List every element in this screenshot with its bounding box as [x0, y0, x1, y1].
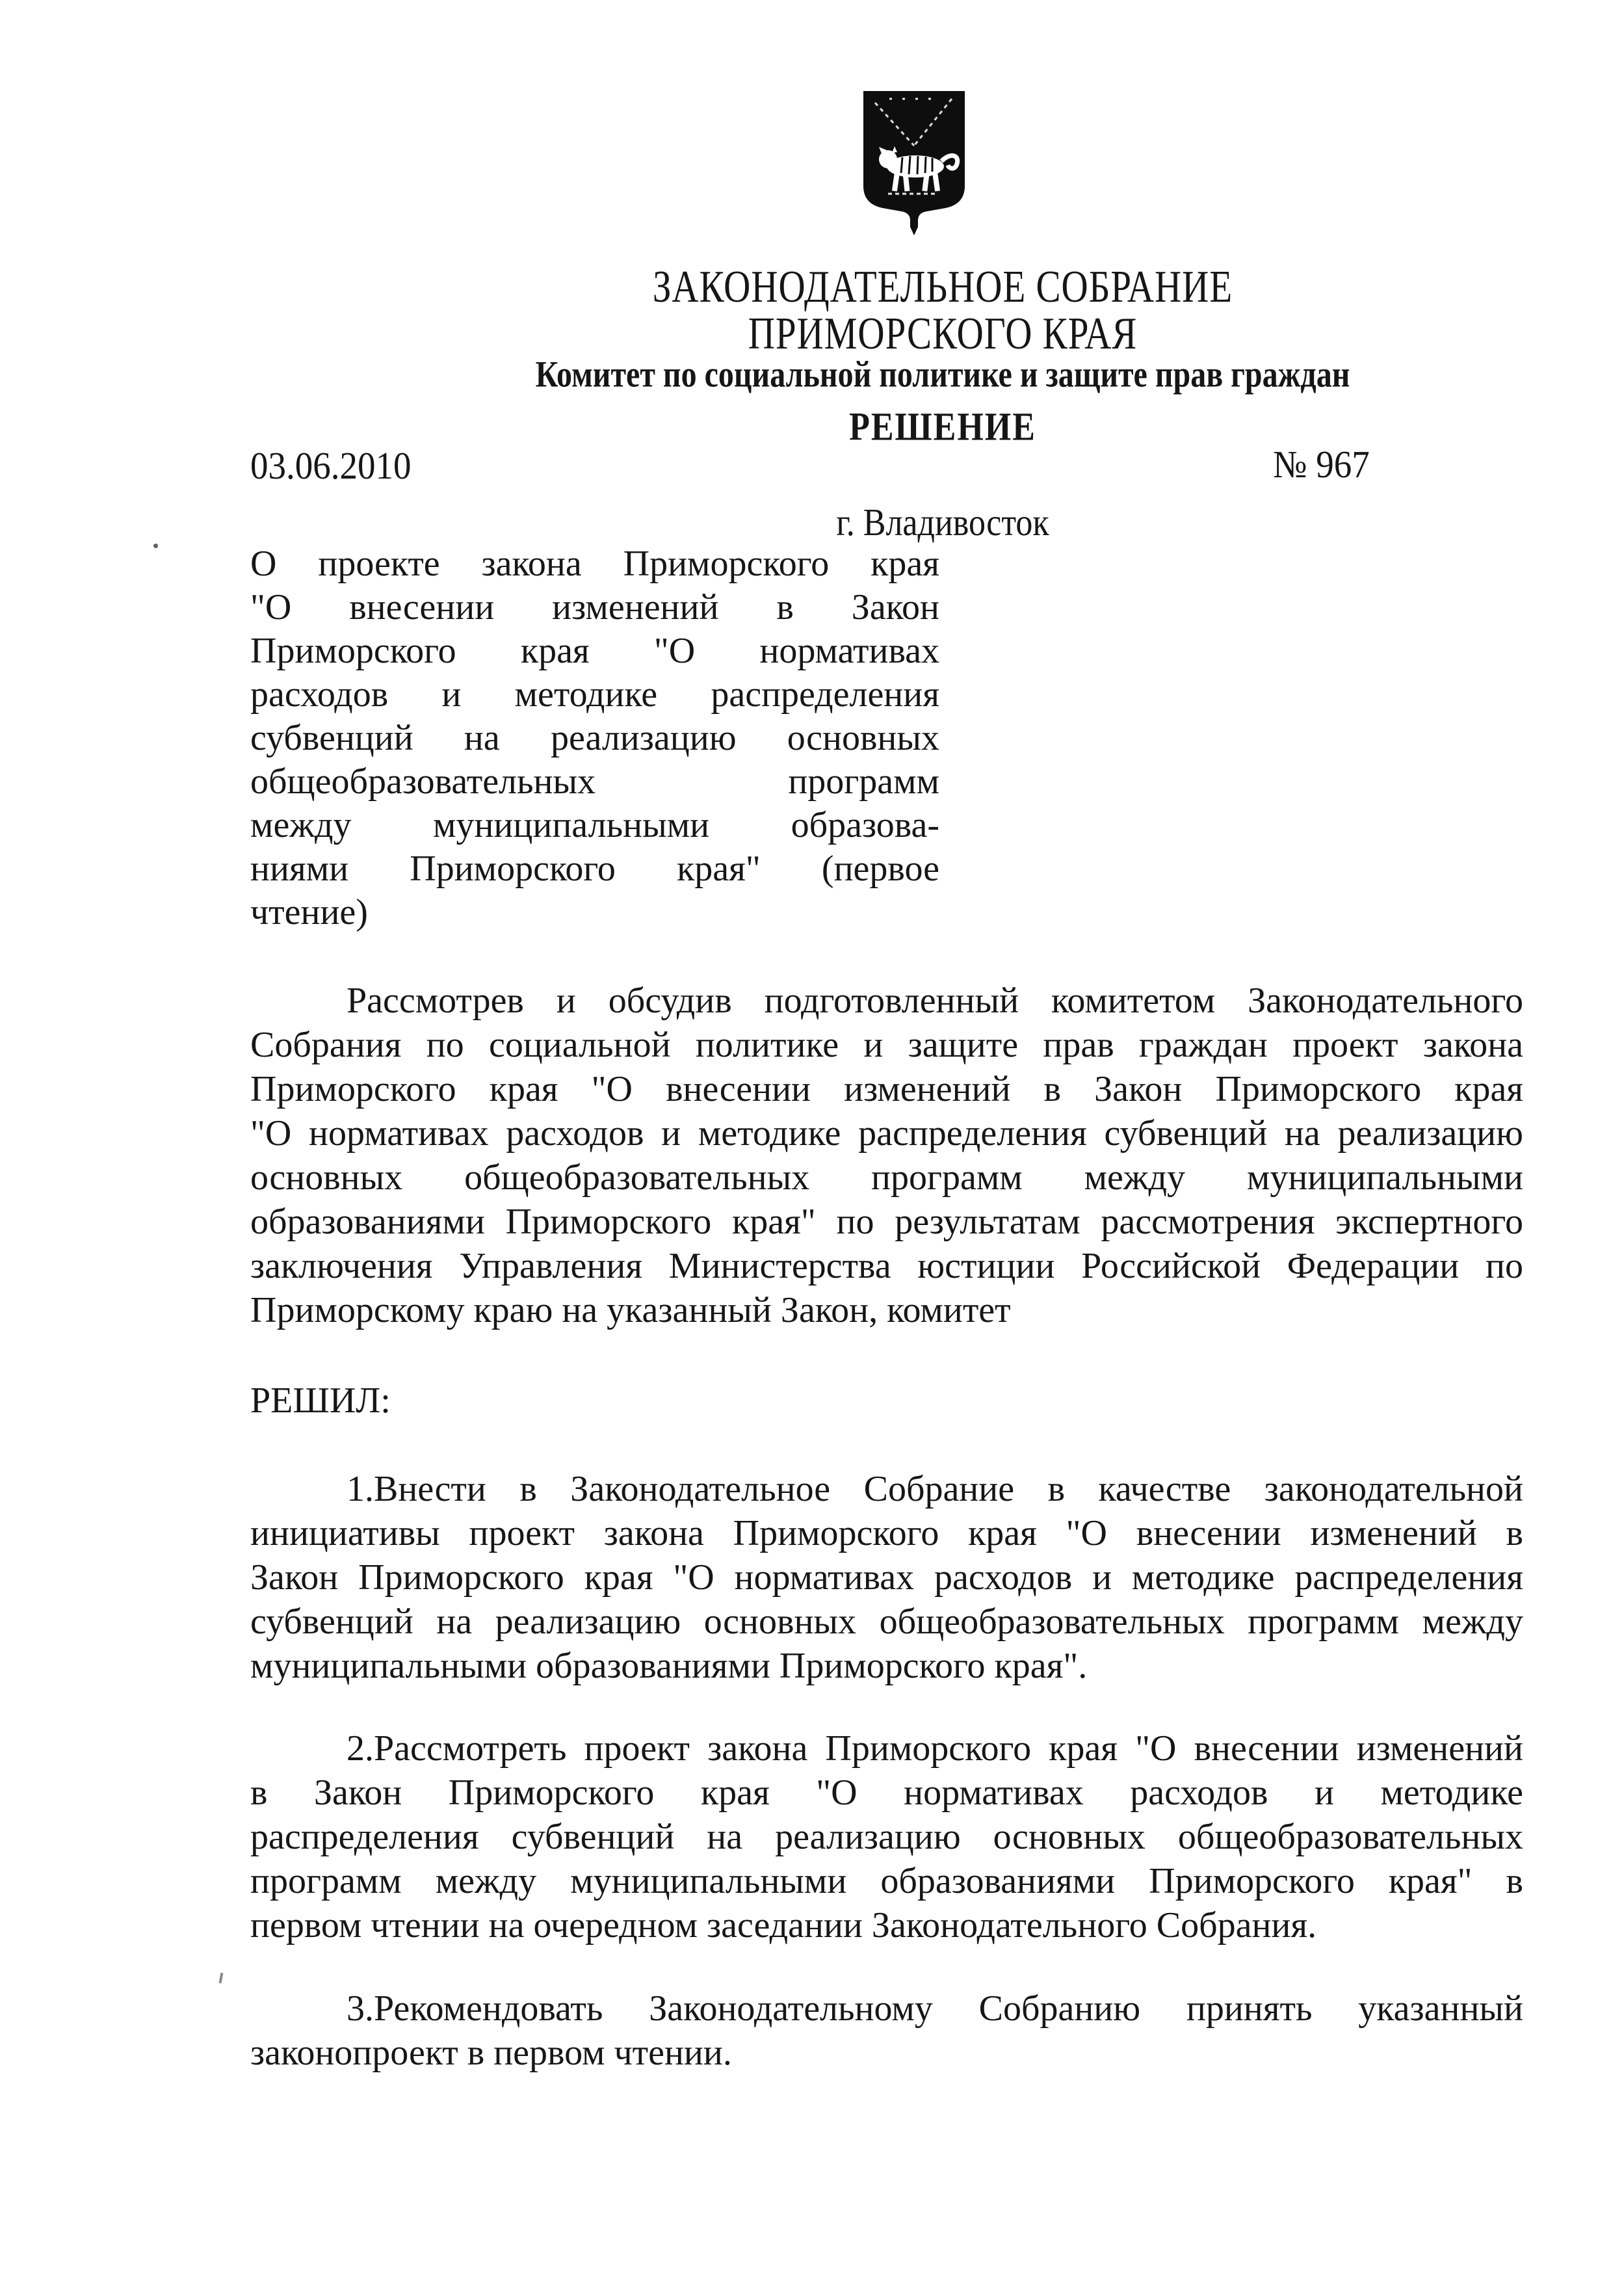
resolution-item-1 — [250, 1467, 1523, 1688]
text-line: Закон Приморского края "О нормативах расходов и методике распределения — [250, 1557, 1523, 1598]
text-line: О проекте закона Приморского края — [250, 544, 939, 584]
text-line: "О внесении изменений в Закон — [250, 587, 939, 627]
text-line: основных общеобразовательных программ между муниципальными — [250, 1157, 1523, 1198]
text-line: ниями Приморского края" (первое — [250, 849, 939, 889]
org-name-line2: ПРИМОРСКОГО КРАЯ — [748, 309, 1138, 360]
text-line: общеобразовательных программ — [250, 761, 939, 802]
document-type-title: РЕШЕНИЕ — [849, 405, 1036, 449]
preamble-paragraph — [250, 979, 1523, 1332]
scan-artifact-tick — [219, 1973, 224, 1983]
text-line: между муниципальными образова- — [250, 805, 939, 845]
document-number: № 967 — [1273, 443, 1370, 486]
subject-block — [250, 542, 939, 934]
text-line: чтение) — [250, 892, 368, 932]
text-line: заключения Управления Министерства юстиции Российской Федерации по — [250, 1246, 1523, 1286]
committee-name: Комитет по социальной политике и защите прав граждан — [535, 354, 1350, 395]
text-line: 2.Рассмотреть проект закона Приморского края "О внесении изменений — [347, 1728, 1523, 1769]
text-line: Рассмотрев и обсудив подготовленный комитетом Законодательного — [347, 981, 1523, 1021]
primorsky-krai-coat-of-arms-icon — [859, 88, 969, 237]
org-name-line1: ЗАКОНОДАТЕЛЬНОЕ СОБРАНИЕ — [652, 262, 1233, 313]
text-line: в Закон Приморского края "О нормативах расходов и методике — [250, 1773, 1523, 1813]
resolution-item-3 — [250, 1986, 1523, 2075]
text-line: распределения субвенций на реализацию основных общеобразовательных — [250, 1817, 1523, 1857]
text-line: расходов и методике распределения — [250, 674, 939, 715]
city-label: г. Владивосток — [836, 501, 1049, 544]
text-line: программ между муниципальными образованиями Приморского края" в — [250, 1861, 1523, 1901]
text-line: 3.Рекомендовать Законодательному Собранию принять указанный — [347, 1988, 1523, 2029]
text-line: Собрания по социальной политике и защите прав граждан проект закона — [250, 1025, 1523, 1065]
resolved-label: РЕШИЛ: — [250, 1380, 391, 1421]
text-line: Приморскому краю на указанный Закон, комитет — [250, 1290, 1011, 1330]
text-line: образованиями Приморского края" по результатам рассмотрения экспертного — [250, 1202, 1523, 1242]
text-line: законопроект в первом чтении. — [250, 2033, 732, 2073]
text-line: инициативы проект закона Приморского края "О внесении изменений в — [250, 1513, 1523, 1553]
text-line: субвенций на реализацию основных — [250, 718, 939, 758]
text-line: муниципальными образованиями Приморского края". — [250, 1646, 1088, 1686]
text-line: первом чтении на очередном заседании Законодательного Собрания. — [250, 1905, 1317, 1945]
text-line: "О нормативах расходов и методике распределения субвенций на реализацию — [250, 1113, 1523, 1154]
resolution-item-2 — [250, 1726, 1523, 1947]
text-line: субвенций на реализацию основных общеобразовательных программ между — [250, 1602, 1523, 1642]
text-line: 1.Внести в Законодательное Собрание в качестве законодательной — [347, 1469, 1523, 1509]
text-line: Приморского края "О нормативах — [250, 631, 939, 671]
text-line: Приморского края "О внесении изменений в Закон Приморского края — [250, 1069, 1523, 1109]
scan-artifact-dot — [153, 544, 158, 548]
document-date: 03.06.2010 — [250, 444, 412, 487]
